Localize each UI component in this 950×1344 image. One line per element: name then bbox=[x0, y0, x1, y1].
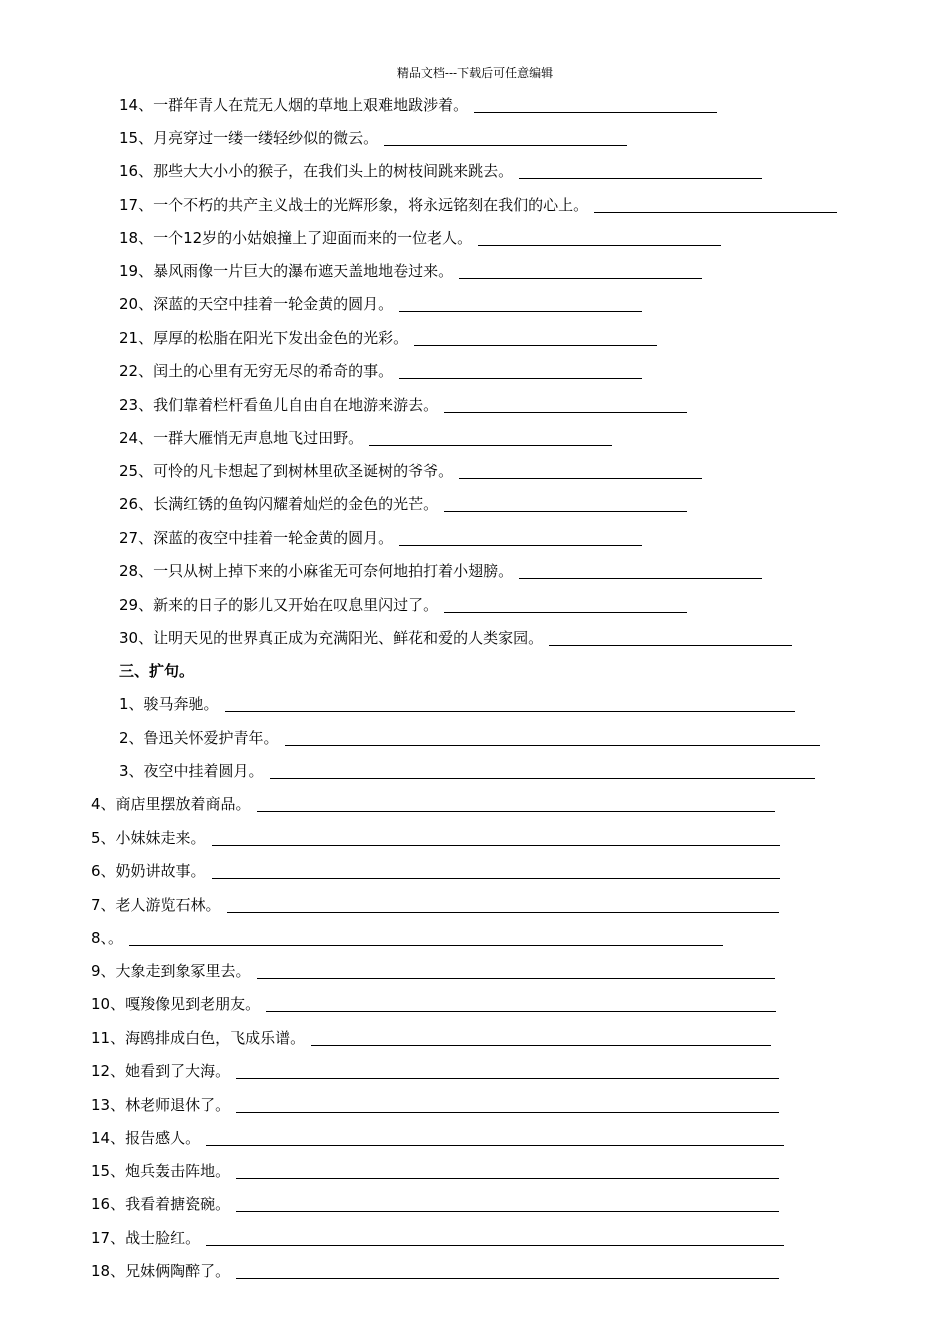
answer-blank[interactable] bbox=[206, 1227, 784, 1246]
answer-blank[interactable] bbox=[444, 394, 687, 413]
answer-blank[interactable] bbox=[236, 1260, 779, 1279]
exercise-item: 2、鲁迅关怀爱护青年。 bbox=[119, 727, 820, 749]
exercise-item: 8、。 bbox=[91, 927, 723, 949]
exercise-item: 7、老人游览石林。 bbox=[91, 894, 779, 916]
answer-blank[interactable] bbox=[129, 927, 723, 946]
exercise-item: 22、闰土的心里有无穷无尽的希奇的事。 bbox=[119, 360, 642, 382]
exercise-item: 25、可怜的凡卡想起了到树林里砍圣诞树的爷爷。 bbox=[119, 460, 702, 482]
exercise-item: 18、兄妹俩陶醉了。 bbox=[91, 1260, 779, 1282]
exercise-item: 15、月亮穿过一缕一缕轻纱似的微云。 bbox=[119, 127, 627, 149]
answer-blank[interactable] bbox=[311, 1027, 771, 1046]
exercise-item: 16、那些大大小小的猴子，在我们头上的树枝间跳来跳去。 bbox=[119, 160, 762, 182]
answer-blank[interactable] bbox=[399, 360, 642, 379]
answer-blank[interactable] bbox=[519, 560, 762, 579]
exercise-item: 6、奶奶讲故事。 bbox=[91, 860, 780, 882]
answer-blank[interactable] bbox=[444, 493, 687, 512]
answer-blank[interactable] bbox=[478, 227, 721, 246]
exercise-item: 21、厚厚的松脂在阳光下发出金色的光彩。 bbox=[119, 327, 657, 349]
exercise-item: 14、一群年青人在荒无人烟的草地上艰难地跋涉着。 bbox=[119, 94, 717, 116]
answer-blank[interactable] bbox=[212, 860, 780, 879]
answer-blank[interactable] bbox=[257, 960, 775, 979]
exercise-item: 24、一群大雁悄无声息地飞过田野。 bbox=[119, 427, 612, 449]
answer-blank[interactable] bbox=[399, 293, 642, 312]
answer-blank[interactable] bbox=[474, 94, 717, 113]
exercise-item: 17、战士脸红。 bbox=[91, 1227, 784, 1249]
exercise-item: 23、我们靠着栏杆看鱼儿自由自在地游来游去。 bbox=[119, 394, 687, 416]
answer-blank[interactable] bbox=[236, 1094, 779, 1113]
exercise-item: 10、嘎羧像见到老朋友。 bbox=[91, 993, 776, 1015]
page-header: 精品文档---下载后可任意编辑 bbox=[396, 66, 554, 80]
answer-blank[interactable] bbox=[594, 194, 837, 213]
answer-blank[interactable] bbox=[399, 527, 642, 546]
answer-blank[interactable] bbox=[549, 627, 792, 646]
exercise-item: 20、深蓝的天空中挂着一轮金黄的圆月。 bbox=[119, 293, 642, 315]
exercise-item: 28、一只从树上掉下来的小麻雀无可奈何地拍打着小翅膀。 bbox=[119, 560, 762, 582]
exercise-item: 18、一个12岁的小姑娘撞上了迎面而来的一位老人。 bbox=[119, 227, 721, 249]
answer-blank[interactable] bbox=[444, 594, 687, 613]
answer-blank[interactable] bbox=[519, 160, 762, 179]
answer-blank[interactable] bbox=[459, 460, 702, 479]
exercise-item: 11、海鸥排成白色，飞成乐谱。 bbox=[91, 1027, 771, 1049]
exercise-item: 15、炮兵轰击阵地。 bbox=[91, 1160, 779, 1182]
answer-blank[interactable] bbox=[227, 894, 779, 913]
section-heading: 三、扩句。 bbox=[119, 662, 195, 680]
answer-blank[interactable] bbox=[270, 760, 815, 779]
answer-blank[interactable] bbox=[384, 127, 627, 146]
answer-blank[interactable] bbox=[257, 793, 775, 812]
answer-blank[interactable] bbox=[236, 1160, 779, 1179]
answer-blank[interactable] bbox=[369, 427, 612, 446]
exercise-item: 27、深蓝的夜空中挂着一轮金黄的圆月。 bbox=[119, 527, 642, 549]
answer-blank[interactable] bbox=[414, 327, 657, 346]
exercise-item: 16、我看着搪瓷碗。 bbox=[91, 1193, 779, 1215]
answer-blank[interactable] bbox=[266, 993, 776, 1012]
answer-blank[interactable] bbox=[236, 1060, 779, 1079]
answer-blank[interactable] bbox=[225, 693, 795, 712]
exercise-item: 30、让明天见的世界真正成为充满阳光、鲜花和爱的人类家园。 bbox=[119, 627, 792, 649]
exercise-item: 14、报告感人。 bbox=[91, 1127, 784, 1149]
exercise-item: 9、大象走到象冢里去。 bbox=[91, 960, 775, 982]
exercise-item: 12、她看到了大海。 bbox=[91, 1060, 779, 1082]
answer-blank[interactable] bbox=[212, 827, 780, 846]
exercise-item: 17、一个不朽的共产主义战士的光辉形象，将永远铭刻在我们的心上。 bbox=[119, 194, 837, 216]
exercise-item: 1、骏马奔驰。 bbox=[119, 693, 795, 715]
answer-blank[interactable] bbox=[459, 260, 702, 279]
answer-blank[interactable] bbox=[285, 727, 820, 746]
exercise-item: 5、小妹妹走来。 bbox=[91, 827, 780, 849]
exercise-item: 3、夜空中挂着圆月。 bbox=[119, 760, 815, 782]
exercise-item: 29、新来的日子的影儿又开始在叹息里闪过了。 bbox=[119, 594, 687, 616]
answer-blank[interactable] bbox=[236, 1193, 779, 1212]
exercise-item: 19、暴风雨像一片巨大的瀑布遮天盖地地卷过来。 bbox=[119, 260, 702, 282]
exercise-item: 13、林老师退休了。 bbox=[91, 1094, 779, 1116]
exercise-item: 26、长满红锈的鱼钩闪耀着灿烂的金色的光芒。 bbox=[119, 493, 687, 515]
exercise-item: 4、商店里摆放着商品。 bbox=[91, 793, 775, 815]
answer-blank[interactable] bbox=[206, 1127, 784, 1146]
